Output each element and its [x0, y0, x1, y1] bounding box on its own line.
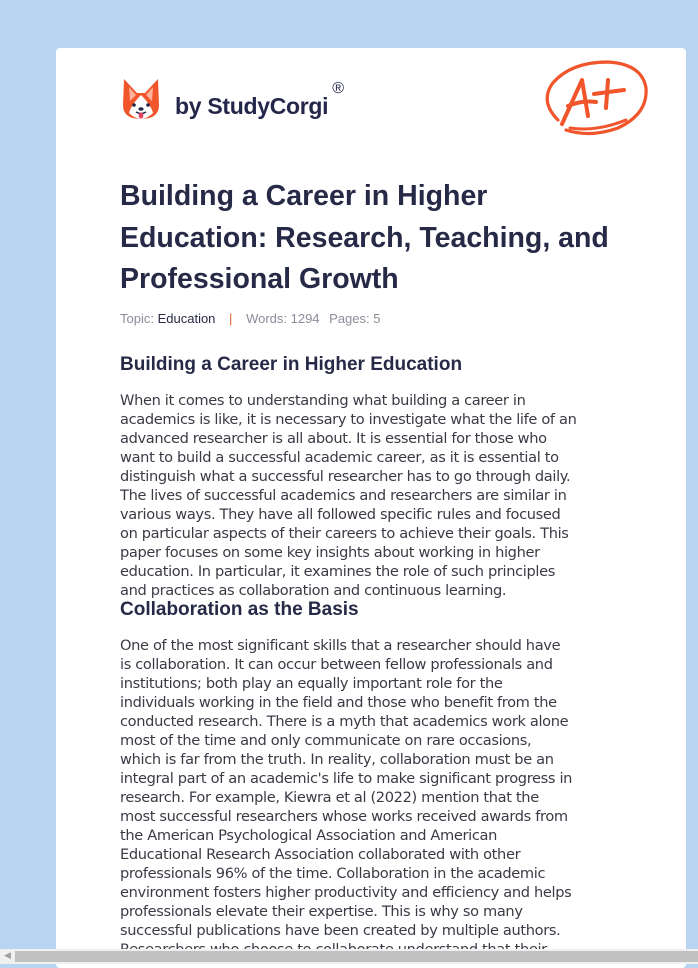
meta-separator: | — [229, 311, 233, 326]
section-paragraph — [120, 391, 640, 600]
registered-mark: ® — [332, 80, 345, 97]
text-line: paper focuses on some key insights about working in higher — [120, 544, 540, 561]
text-line: environment fosters higher productivity and efficiency and helps — [120, 884, 572, 901]
text-line: institutions; both play an equally important role for the — [120, 675, 503, 692]
text-line: research. For example, Kiewra et al (2022) mention that the — [120, 789, 539, 806]
text-line: most of the time and only communicate on rare occasions, — [120, 732, 532, 749]
brand-name: by StudyCorgi — [175, 92, 329, 119]
page-count: Pages: 5 — [329, 311, 381, 326]
topic-label: Topic: — [120, 311, 154, 326]
text-line: most successful researchers whose works received awards from — [120, 808, 568, 825]
text-line: education. In particular, it examines the role of such principles — [120, 563, 556, 580]
text-line: is collaboration. It can occur between fellow professionals and — [120, 656, 553, 673]
text-line: individuals working in the field and those who benefit from the — [120, 694, 557, 711]
text-line: want to build a successful academic career, as it is essential to — [120, 449, 559, 466]
studycorgi-logo[interactable] — [121, 76, 344, 122]
scrollbar-thumb[interactable] — [15, 951, 698, 962]
text-line: successful publications have been created by multiple authors. — [120, 922, 561, 939]
title-line: Professional Growth — [120, 263, 399, 295]
text-line: One of the most significant skills that a researcher should have — [120, 637, 561, 654]
a-plus-grade-icon — [538, 58, 650, 142]
text-line: various ways. They have all followed specific rules and focused — [120, 506, 561, 523]
text-line: conducted research. There is a myth that academics work alone — [120, 713, 569, 730]
text-line: professionals 96% of the time. Collaboration in the academic — [120, 865, 546, 882]
text-line: on particular aspects of their careers to achieve their goals. This — [120, 525, 569, 542]
corgi-icon — [121, 77, 161, 121]
text-line: Educational Research Association collaborated with other — [120, 846, 521, 863]
section-heading: Building a Career in Higher Education — [120, 354, 463, 375]
text-line: the American Psychological Association and American — [120, 827, 498, 844]
text-line: integral part of an academic's life to make significant progress in — [120, 770, 573, 787]
text-line: and practices as collaboration and continuous learning. — [120, 582, 507, 599]
text-line: The lives of successful academics and researchers are similar in — [120, 487, 567, 504]
document-card — [56, 48, 686, 968]
horizontal-scrollbar[interactable] — [0, 949, 698, 964]
topic-link[interactable]: Education — [157, 311, 216, 326]
a-plus-grade-badge — [538, 58, 650, 146]
text-line: distinguish what a successful researcher has to go through daily. — [120, 468, 571, 485]
word-count: Words: 1294 — [246, 311, 320, 326]
text-line: professionals elevate their expertise. This is why so many — [120, 903, 523, 920]
article-meta — [120, 311, 380, 326]
text-line: academics is like, it is necessary to investigate what the life of an — [120, 411, 577, 428]
title-line: Education: Research, Teaching, and — [120, 221, 609, 254]
scroll-left-arrow-icon[interactable]: ◀ — [4, 951, 11, 961]
text-line: advanced researcher is all about. It is essential for those who — [120, 430, 547, 447]
section-paragraph — [120, 636, 640, 959]
text-line: When it comes to understanding what building a career in — [120, 392, 526, 409]
section-heading: Collaboration as the Basis — [120, 599, 359, 620]
title-line: Building a Career in Higher — [120, 180, 488, 212]
text-line: which is far from the truth. In reality, collaboration must be an — [120, 751, 554, 768]
page-title — [120, 176, 640, 301]
